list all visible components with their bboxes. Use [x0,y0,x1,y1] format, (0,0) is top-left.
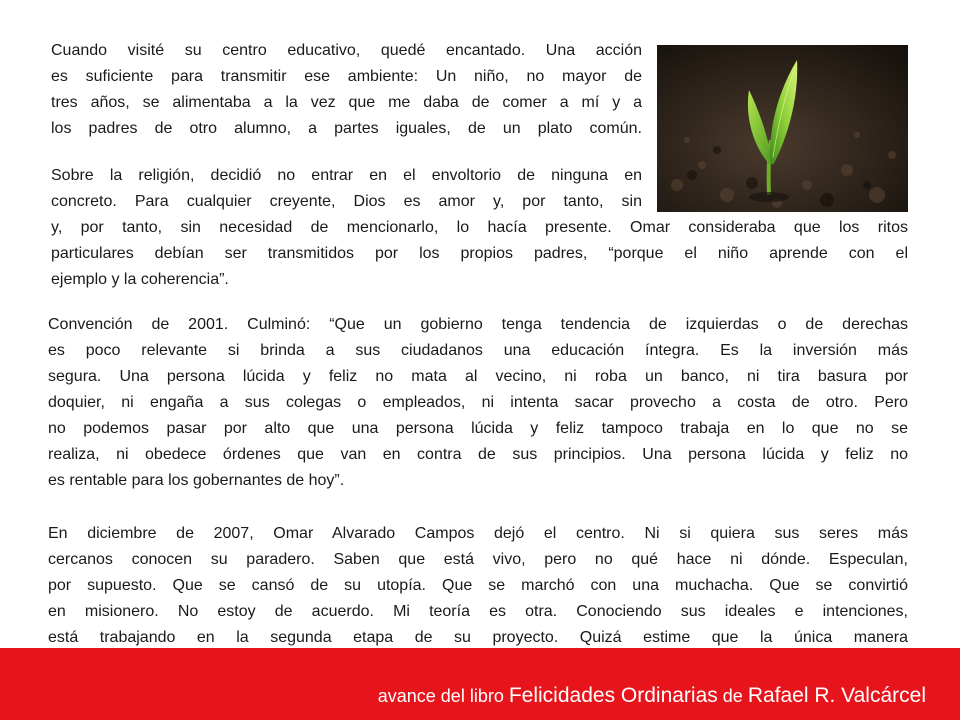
text-line: Convención de 2001. Culminó: “Que un gobierno tenga tendencia de izquierdas o de derechas [48,316,908,333]
paragraph-convention-quote [48,312,908,494]
text-line: realiza, ni obedece órdenes que van en contra de sus principios. Una persona lúcida y feliz no [48,446,908,463]
text-line: doquier, ni engaña a sus colegas o empleados, ni intenta sacar provecho a costa de otro. Pero [48,394,908,411]
text-line: tres años, se alimentaba a la vez que me daba de comer a mí y a [51,94,642,111]
text-line: está trabajando en la segunda etapa de su proyecto. Quizá estime que la única manera [48,629,908,646]
footer-middle: de [717,686,748,706]
paragraph-visit [51,38,642,142]
text-line: por supuesto. Que se cansó de su utopía. Que se marchó con una muchacha. Que se convirtió [48,577,908,594]
text-line: Sobre la religión, decidió no entrar en el envoltorio de ninguna en [51,167,642,184]
text-line: no podemos pasar por alto que una persona lúcida y feliz tampoco trabaja en lo que no se [48,420,908,437]
text-line: en misionero. No estoy de acuerdo. Mi teoría es otra. Conociendo sus ideales e intenciones, [48,603,908,620]
text-line: los padres de otro alumno, a partes iguales, de un plato común. [51,120,642,137]
footer-book-credit [378,684,926,708]
text-line: es poco relevante si brinda a sus ciudadanos una educación íntegra. Es la inversión más [48,342,908,359]
text-line: segura. Una persona lúcida y feliz no mata al vecino, ni roba un banco, ni tira basura por [48,368,908,385]
text-line: Cuando visité su centro educativo, quedé encantado. Una acción [51,42,642,59]
text-line: es rentable para los gobernantes de hoy”. [48,472,345,489]
footer-book-title: Felicidades Ordinarias [508,684,718,707]
text-line: ejemplo y la coherencia”. [51,271,229,288]
text-line: y, por tanto, sin necesidad de mencionarlo, lo hacía presente. Omar consideraba que los ritos [51,219,908,236]
text-line: particulares debían ser transmitidos por los propios padres, “porque el niño aprende con el [51,245,908,262]
paragraph-religion-continued [51,215,908,293]
footer-prefix: avance del libro [377,686,509,706]
seedling-photo [657,45,908,212]
text-line: En diciembre de 2007, Omar Alvarado Campos dejó el centro. Ni si quiera sus seres más [48,525,908,542]
paragraph-december-2007 [48,521,908,651]
paragraph-religion [51,163,642,215]
text-line: es suficiente para transmitir ese ambiente: Un niño, no mayor de [51,68,642,85]
footer-banner [0,648,960,720]
text-line: cercanos conocen su paradero. Saben que está vivo, pero no qué hace ni dónde. Especulan, [48,551,908,568]
text-line: concreto. Para cualquier creyente, Dios es amor y, por tanto, sin [51,193,642,210]
footer-author: Rafael R. Valcárcel [747,684,926,707]
